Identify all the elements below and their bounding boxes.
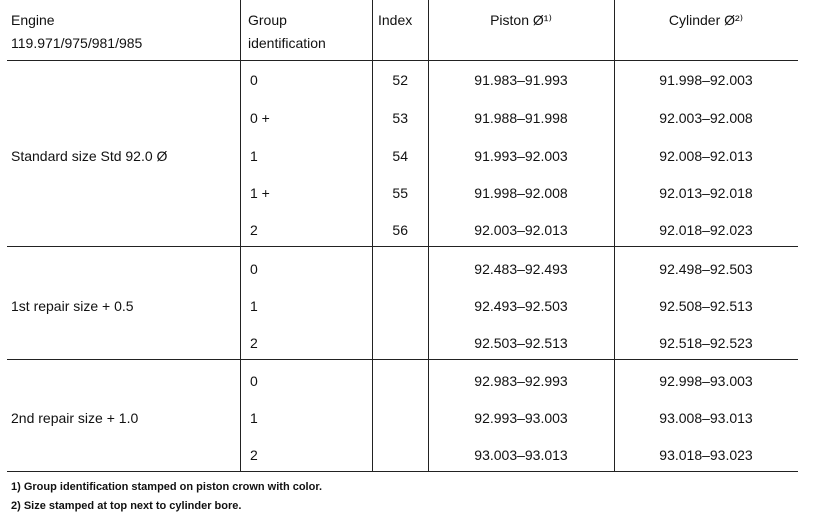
cylinder-cell: 91.998–92.003 (659, 72, 753, 88)
section-label: 2nd repair size + 1.0 (11, 410, 139, 426)
group-cell: 2 (250, 335, 258, 351)
section-label: Standard size Std 92.0 Ø (11, 148, 168, 164)
group-header-line1: Group (248, 12, 287, 28)
piston-cell: 92.003–92.013 (474, 222, 568, 238)
group-cell: 1 (250, 298, 258, 314)
group-cell: 0 + (250, 110, 270, 126)
index-cell: 56 (392, 222, 408, 238)
group-cell: 1 (250, 148, 258, 164)
group-cell: 1 + (250, 185, 270, 201)
group-header-line2: identification (248, 35, 326, 51)
engine-header-line2: 119.971/975/981/985 (11, 35, 143, 51)
index-cell: 54 (392, 148, 408, 164)
piston-cell: 92.493–92.503 (474, 298, 568, 314)
cylinder-cell: 93.008–93.013 (659, 410, 753, 426)
piston-cell: 92.483–92.493 (474, 261, 568, 277)
group-cell: 0 (250, 261, 258, 277)
footnote-1: 1) Group identification stamped on piston crown with color. (11, 481, 323, 493)
group-cell: 2 (250, 447, 258, 463)
section-label: 1st repair size + 0.5 (11, 298, 134, 314)
piston-header: Piston Ø¹⁾ (490, 12, 552, 28)
cylinder-cell: 92.013–92.018 (659, 185, 753, 201)
piston-cell: 92.503–92.513 (474, 335, 568, 351)
piston-cell: 91.993–92.003 (474, 148, 568, 164)
group-cell: 1 (250, 410, 258, 426)
cylinder-cell: 92.518–92.523 (659, 335, 753, 351)
section-divider (7, 246, 798, 247)
header-divider (7, 60, 798, 61)
group-cell: 0 (250, 373, 258, 389)
piston-cell: 93.003–93.013 (474, 447, 568, 463)
piston-cell: 91.988–91.998 (474, 110, 568, 126)
column-divider (240, 0, 241, 472)
cylinder-cell: 92.998–93.003 (659, 373, 753, 389)
cylinder-cell: 92.498–92.503 (659, 261, 753, 277)
index-cell: 52 (392, 72, 408, 88)
cylinder-cell: 92.018–92.023 (659, 222, 753, 238)
index-cell: 53 (392, 110, 408, 126)
engine-header-line1: Engine (11, 12, 55, 28)
cylinder-cell: 92.003–92.008 (659, 110, 753, 126)
piston-cell: 91.998–92.008 (474, 185, 568, 201)
cylinder-cell: 92.008–92.013 (659, 148, 753, 164)
group-cell: 2 (250, 222, 258, 238)
index-header: Index (378, 12, 413, 28)
section-divider (7, 359, 798, 360)
index-cell: 55 (392, 185, 408, 201)
piston-cell: 92.993–93.003 (474, 410, 568, 426)
cylinder-cell: 92.508–92.513 (659, 298, 753, 314)
group-cell: 0 (250, 72, 258, 88)
table-bottom-rule (7, 471, 798, 472)
footnote-2: 2) Size stamped at top next to cylinder bore. (11, 500, 242, 512)
piston-cell: 91.983–91.993 (474, 72, 568, 88)
cylinder-cell: 93.018–93.023 (659, 447, 753, 463)
piston-cell: 92.983–92.993 (474, 373, 568, 389)
cylinder-header: Cylinder Ø²⁾ (668, 12, 744, 28)
